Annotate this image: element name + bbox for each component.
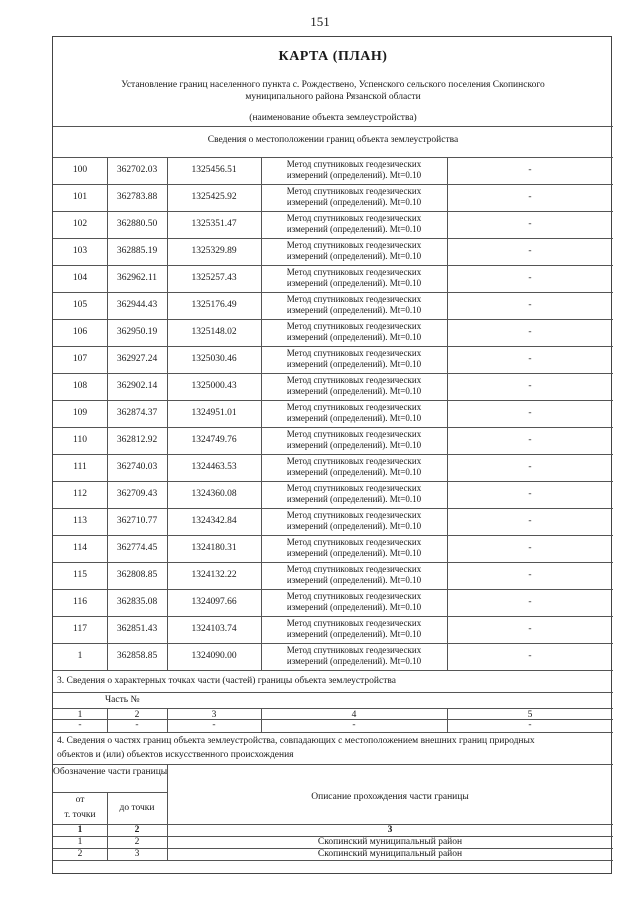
method-cell	[261, 537, 447, 559]
point-number-cell: 110	[73, 435, 87, 445]
y-coordinate-cell: 1324951.01	[191, 408, 237, 418]
method-cell	[261, 510, 447, 532]
column-divider	[167, 708, 168, 732]
method-line-2: измерений (определений). Mt=0.10	[286, 305, 422, 315]
point-number-cell: 111	[73, 462, 87, 472]
method-line-2: измерений (определений). Mt=0.10	[286, 197, 422, 207]
description-cell: -	[528, 381, 532, 391]
method-cell	[261, 375, 447, 397]
x-coordinate-cell: 362710.77	[116, 516, 158, 526]
x-coordinate-cell: 362902.14	[116, 381, 158, 391]
point-number-cell: 104	[72, 273, 88, 283]
divider	[53, 764, 613, 765]
method-cell	[261, 267, 447, 289]
x-coordinate-cell: 362812.92	[116, 435, 158, 445]
row-divider	[53, 616, 613, 617]
x-coordinate-cell: 362950.19	[116, 327, 158, 337]
row-divider	[53, 400, 613, 401]
description-cell: -	[528, 408, 532, 418]
row-divider	[53, 265, 613, 266]
row-divider	[53, 562, 613, 563]
y-coordinate-cell: 1324090.00	[191, 651, 237, 661]
point-number-cell: 117	[73, 624, 87, 634]
column-divider	[107, 708, 108, 732]
y-coordinate-cell: 1324749.76	[191, 435, 237, 445]
method-cell	[261, 321, 447, 343]
y-coordinate-cell: 1324097.66	[191, 597, 237, 607]
description-cell: -	[528, 219, 532, 229]
column-divider	[167, 764, 168, 860]
y-coordinate-cell: 1324180.31	[191, 543, 237, 553]
page-number: 151	[310, 14, 330, 29]
divider	[53, 719, 613, 720]
method-line-2: измерений (определений). Mt=0.10	[286, 359, 422, 369]
method-line-1: Метод спутниковых геодезических	[286, 483, 422, 493]
y-coordinate-cell: 1325257.43	[191, 273, 237, 283]
description-cell: -	[528, 300, 532, 310]
method-line-1: Метод спутниковых геодезических	[286, 159, 422, 169]
y-coordinate-cell: 1324132.22	[191, 570, 237, 580]
y-coordinate-cell: 1325351.47	[191, 219, 237, 229]
description-cell: -	[528, 597, 532, 607]
column-divider	[107, 157, 108, 670]
method-cell	[261, 456, 447, 478]
method-line-2: измерений (определений). Mt=0.10	[286, 278, 422, 288]
description-cell: -	[528, 651, 532, 661]
row-divider	[53, 643, 613, 644]
x-coordinate-cell: 362835.08	[116, 597, 158, 607]
object-name-caption: (наименование объекта землеустройства)	[249, 113, 417, 123]
method-cell	[261, 159, 447, 181]
x-coordinate-cell: 362885.19	[116, 246, 158, 256]
divider	[53, 792, 167, 793]
method-line-1: Метод спутниковых геодезических	[286, 645, 422, 655]
x-coordinate-cell: 362927.24	[116, 354, 158, 364]
point-number-cell: 103	[72, 246, 88, 256]
method-line-1: Метод спутниковых геодезических	[286, 213, 422, 223]
y-coordinate-cell: 1325030.46	[191, 354, 237, 364]
description-cell: -	[528, 570, 532, 580]
method-cell	[261, 429, 447, 451]
column-divider	[261, 157, 262, 670]
description-cell: -	[528, 435, 532, 445]
method-line-1: Метод спутниковых геодезических	[286, 510, 422, 520]
method-line-2: измерений (определений). Mt=0.10	[286, 332, 422, 342]
point-number-cell: 113	[73, 516, 87, 526]
method-line-2: измерений (определений). Mt=0.10	[286, 413, 422, 423]
method-line-1: Метод спутниковых геодезических	[286, 564, 422, 574]
method-line-1: Метод спутниковых геодезических	[286, 186, 422, 196]
row-divider	[53, 184, 613, 185]
column-divider	[447, 708, 448, 732]
method-line-1: Метод спутниковых геодезических	[286, 294, 422, 304]
point-number-cell: 112	[73, 489, 87, 499]
method-cell	[261, 483, 447, 505]
method-cell	[261, 402, 447, 424]
divider	[53, 708, 613, 709]
column-divider	[261, 708, 262, 732]
description-cell: -	[528, 327, 532, 337]
to-point-cell: 2	[134, 837, 140, 847]
description-cell: -	[528, 165, 532, 175]
method-line-2: измерений (определений). Mt=0.10	[286, 467, 422, 477]
column-divider	[167, 157, 168, 670]
y-coordinate-cell: 1325329.89	[191, 246, 237, 256]
value-cell: -	[78, 720, 82, 730]
value-cell: -	[352, 720, 356, 730]
point-number-cell: 1	[77, 651, 83, 661]
row-divider	[53, 238, 613, 239]
point-number-cell: 115	[73, 570, 87, 580]
x-coordinate-cell: 362783.88	[116, 192, 158, 202]
method-line-1: Метод спутниковых геодезических	[286, 618, 422, 628]
method-line-2: измерений (определений). Mt=0.10	[286, 494, 422, 504]
x-coordinate-cell: 362774.45	[116, 543, 158, 553]
section-coordinates-title: Сведения о местоположении границ объекта землеустройства	[207, 135, 459, 145]
method-line-1: Метод спутниковых геодезических	[286, 591, 422, 601]
document-title: КАРТА (ПЛАН)	[278, 49, 388, 64]
y-coordinate-cell: 1325176.49	[191, 300, 237, 310]
designation-header: Обозначение части границы	[53, 767, 168, 777]
header-cell: 3	[211, 710, 217, 720]
description-cell: -	[528, 246, 532, 256]
subtitle-line-1: Установление границ населенного пункта с. Рождествено, Успенского сельского поселения Скопинского	[121, 80, 545, 90]
point-number-cell: 101	[72, 192, 88, 202]
method-line-1: Метод спутниковых геодезических	[286, 456, 422, 466]
description-cell: -	[528, 543, 532, 553]
document-frame	[52, 36, 612, 874]
y-coordinate-cell: 1325456.51	[191, 165, 237, 175]
method-line-2: измерений (определений). Mt=0.10	[286, 386, 422, 396]
y-coordinate-cell: 1325425.92	[191, 192, 237, 202]
row-divider	[53, 373, 613, 374]
part-number-label: Часть №	[105, 695, 140, 705]
column-number-cell: 2	[134, 825, 140, 835]
x-coordinate-cell: 362740.03	[116, 462, 158, 472]
method-line-2: измерений (определений). Mt=0.10	[286, 656, 422, 666]
method-line-2: измерений (определений). Mt=0.10	[286, 629, 422, 639]
row-divider	[53, 535, 613, 536]
x-coordinate-cell: 362944.43	[116, 300, 158, 310]
row-divider	[53, 292, 613, 293]
point-number-cell: 107	[72, 354, 88, 364]
method-line-2: измерений (определений). Mt=0.10	[286, 575, 422, 585]
row-divider	[53, 346, 613, 347]
column-divider	[107, 792, 108, 860]
value-cell: -	[528, 720, 532, 730]
method-line-1: Метод спутниковых геодезических	[286, 348, 422, 358]
section-4-title-line-1: 4. Сведения о частях границ объекта землеустройства, совпадающих с местоположением внешних границ природных	[57, 736, 535, 746]
header-cell: 4	[351, 710, 357, 720]
divider	[53, 126, 613, 127]
description-cell: -	[528, 489, 532, 499]
description-cell: -	[528, 624, 532, 634]
row-divider	[53, 860, 613, 861]
column-number-cell: 3	[387, 825, 393, 835]
description-cell: -	[528, 462, 532, 472]
section-3-title: 3. Сведения о характерных точках части (частей) границы объекта землеустройства	[57, 676, 396, 686]
description-cell: -	[528, 192, 532, 202]
y-coordinate-cell: 1324360.08	[191, 489, 237, 499]
value-cell: -	[212, 720, 216, 730]
point-number-cell: 105	[72, 300, 88, 310]
x-coordinate-cell: 362709.43	[116, 489, 158, 499]
from-point-header-2: т. точки	[64, 810, 96, 820]
method-line-1: Метод спутниковых геодезических	[286, 429, 422, 439]
subtitle-line-2: муниципального района Рязанской области	[245, 92, 421, 102]
y-coordinate-cell: 1324463.53	[191, 462, 237, 472]
method-line-2: измерений (определений). Mt=0.10	[286, 521, 422, 531]
description-cell: -	[528, 273, 532, 283]
method-line-1: Метод спутниковых геодезических	[286, 240, 422, 250]
method-line-1: Метод спутниковых геодезических	[286, 537, 422, 547]
from-point-cell: 2	[77, 849, 83, 859]
method-line-1: Метод спутниковых геодезических	[286, 267, 422, 277]
method-line-1: Метод спутниковых геодезических	[286, 402, 422, 412]
row-divider	[53, 211, 613, 212]
method-cell	[261, 186, 447, 208]
y-coordinate-cell: 1324342.84	[191, 516, 237, 526]
divider	[53, 157, 613, 158]
y-coordinate-cell: 1324103.74	[191, 624, 237, 634]
method-line-2: измерений (определений). Mt=0.10	[286, 224, 422, 234]
header-cell: 5	[527, 710, 533, 720]
document-subtitle	[89, 79, 577, 103]
method-cell	[261, 294, 447, 316]
x-coordinate-cell: 362702.03	[116, 165, 158, 175]
x-coordinate-cell: 362962.11	[116, 273, 158, 283]
point-number-cell: 102	[72, 219, 88, 229]
point-number-cell: 114	[73, 543, 87, 553]
divider	[53, 692, 613, 693]
row-divider	[53, 481, 613, 482]
row-divider	[53, 670, 613, 671]
row-divider	[53, 319, 613, 320]
method-line-2: измерений (определений). Mt=0.10	[286, 440, 422, 450]
boundary-description-cell: Скопинский муниципальный район	[317, 837, 463, 847]
description-cell: -	[528, 516, 532, 526]
method-cell	[261, 240, 447, 262]
value-cell: -	[135, 720, 139, 730]
row-divider	[53, 508, 613, 509]
from-point-cell: 1	[77, 837, 83, 847]
point-number-cell: 106	[72, 327, 88, 337]
method-line-2: измерений (определений). Mt=0.10	[286, 170, 422, 180]
method-line-2: измерений (определений). Mt=0.10	[286, 548, 422, 558]
divider	[53, 732, 613, 733]
row-divider	[53, 589, 613, 590]
x-coordinate-cell: 362874.37	[116, 408, 158, 418]
method-cell	[261, 348, 447, 370]
y-coordinate-cell: 1325148.02	[191, 327, 237, 337]
point-number-cell: 109	[72, 408, 88, 418]
method-cell	[261, 564, 447, 586]
to-point-header: до точки	[119, 803, 155, 813]
description-cell: -	[528, 354, 532, 364]
header-cell: 1	[77, 710, 83, 720]
y-coordinate-cell: 1325000.43	[191, 381, 237, 391]
point-number-cell: 100	[72, 165, 88, 175]
from-point-header-1: от	[75, 795, 85, 805]
column-number-cell: 1	[77, 825, 83, 835]
method-cell	[261, 645, 447, 667]
x-coordinate-cell: 362808.85	[116, 570, 158, 580]
method-cell	[261, 213, 447, 235]
row-divider	[53, 427, 613, 428]
row-divider	[53, 454, 613, 455]
method-line-1: Метод спутниковых геодезических	[286, 321, 422, 331]
x-coordinate-cell: 362880.50	[116, 219, 158, 229]
method-cell	[261, 591, 447, 613]
point-number-cell: 108	[72, 381, 88, 391]
description-header: Описание прохождения части границы	[311, 792, 469, 802]
method-line-2: измерений (определений). Mt=0.10	[286, 251, 422, 261]
point-number-cell: 116	[73, 597, 87, 607]
method-line-1: Метод спутниковых геодезических	[286, 375, 422, 385]
to-point-cell: 3	[134, 849, 140, 859]
method-cell	[261, 618, 447, 640]
method-line-2: измерений (определений). Mt=0.10	[286, 602, 422, 612]
boundary-description-cell: Скопинский муниципальный район	[317, 849, 463, 859]
column-divider	[447, 157, 448, 670]
x-coordinate-cell: 362858.85	[116, 651, 158, 661]
x-coordinate-cell: 362851.43	[116, 624, 158, 634]
header-cell: 2	[134, 710, 140, 720]
section-4-title-line-2: объектов и (или) объектов искусственного происхождения	[57, 750, 294, 760]
